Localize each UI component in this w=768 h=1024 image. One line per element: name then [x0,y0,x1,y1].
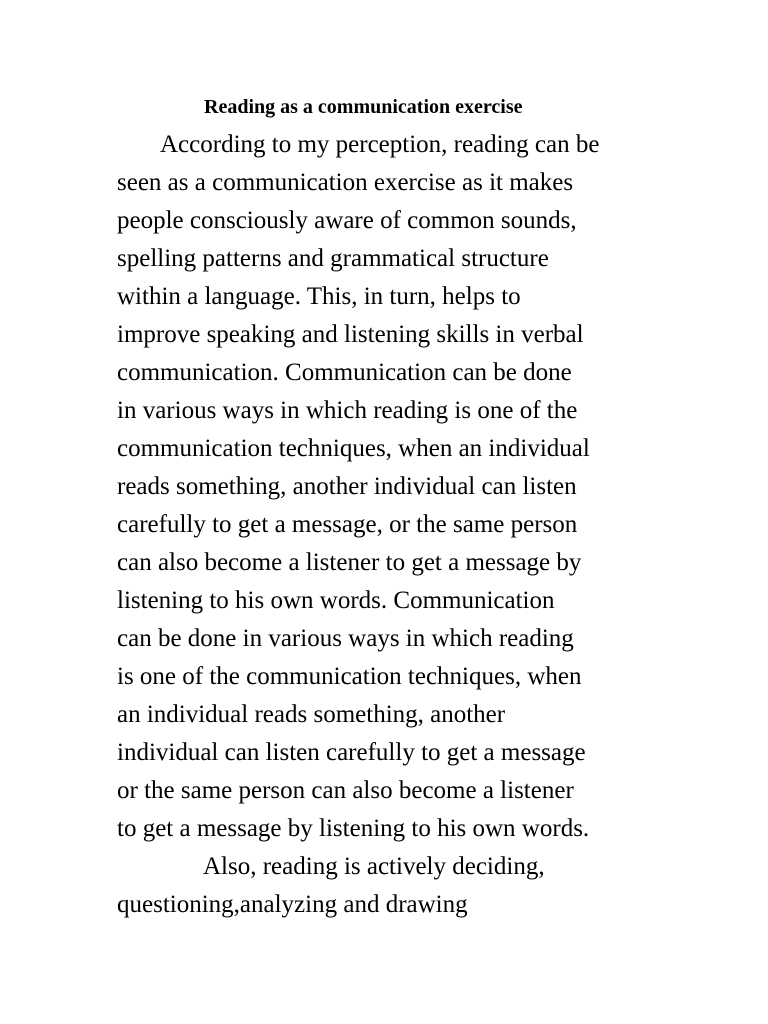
paragraph-line: an individual reads something, another [117,701,506,728]
paragraph-line: communication. Communication can be done [117,359,572,386]
paragraph-line: According to my perception, reading can be [160,131,600,158]
paragraph-line: seen as a communication exercise as it makes [117,169,574,196]
paragraph-line: is one of the communication techniques, when [117,663,582,690]
paragraph-line: improve speaking and listening skills in verbal [117,321,584,348]
paragraph-line: to get a message by listening to his own words. [117,815,590,842]
document-title: Reading as a communication exercise [204,96,523,118]
paragraph-line: individual can listen carefully to get a message [117,739,586,766]
paragraph-line: listening to his own words. Communication [117,587,555,614]
paragraph-line: spelling patterns and grammatical structure [117,245,549,272]
paragraph-line: carefully to get a message, or the same person [117,511,578,538]
paragraph-line: Also, reading is actively deciding, [203,853,545,880]
paragraph-line: can also become a listener to get a message by [117,549,582,576]
document-body [117,126,677,924]
paragraph-line: people consciously aware of common sounds, [117,207,577,234]
paragraph-line: communication techniques, when an individual [117,435,590,462]
paragraph-line: questioning,analyzing and drawing [117,891,468,918]
paragraph-line: can be done in various ways in which reading [117,625,574,652]
paragraph-line: within a language. This, in turn, helps to [117,283,521,310]
paragraph-line: reads something, another individual can listen [117,473,577,500]
paragraph-line: or the same person can also become a listener [117,777,574,804]
paragraph-line: in various ways in which reading is one of the [117,397,578,424]
